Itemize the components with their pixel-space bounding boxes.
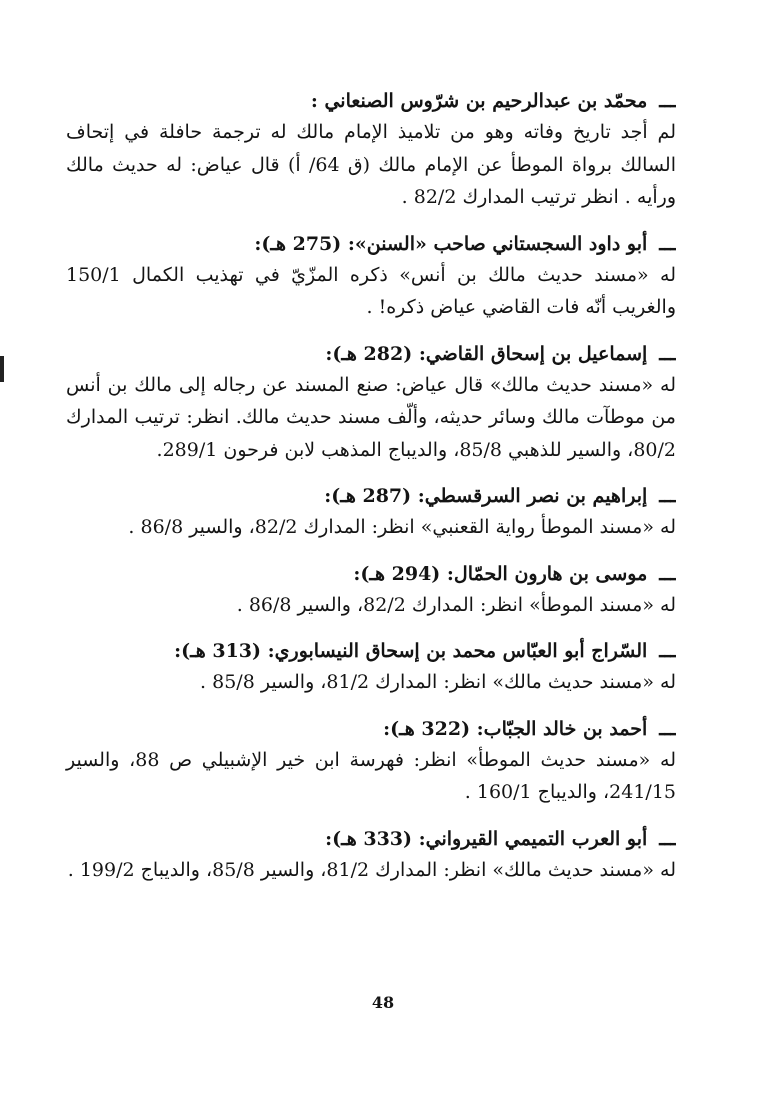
entry-body: له «مسند الموطأ» انظر: المدارك 82/2، والسير 86/8 . [236,593,676,616]
entry-heading-text: أحمد بن خالد الجبّاب: (322 هـ): [383,717,648,740]
dash-marker: ـــ [659,90,676,112]
entry-6 [66,636,676,699]
entry-body: له «مسند حديث مالك» انظر: المدارك 81/2، والسير 85/8، والديباج 199/2 . [67,858,676,881]
entry-heading-text: محمّد بن عبدالرحيم بن شرّوس الصنعاني : [310,90,648,112]
dash-marker: ـــ [659,562,676,585]
dash-marker: ـــ [659,640,676,662]
entry-body: له «مسند حديث مالك» انظر: المدارك 81/2، والسير 85/8 . [200,671,676,693]
entry-heading-text: موسى بن هارون الحمّال: (294 هـ): [353,562,648,585]
entry-7 [66,714,676,809]
entry-heading [66,714,676,744]
dash-marker: ـــ [659,827,676,850]
entry-heading [66,86,676,116]
entry-heading [66,229,676,259]
entry-heading-text: إبراهيم بن نصر السرقسطي: (287 هـ): [324,485,648,507]
entry-heading [66,481,676,511]
entry-heading [66,559,676,589]
entry-body: له «مسند حديث مالك» قال عياض: صنع المسند عن رجاله إلى مالك بن أنس من موطآت مالك وسائر حديثه، وألّف مسند حديث مالك. انظر: ترتيب المدارك 80/2، والسير للذهبي 85/8، والديباج المذهب لابن فرحون 289/1. [66,373,676,461]
entry-heading [66,636,676,666]
dash-marker: ـــ [659,485,676,507]
entry-2 [66,229,676,324]
scan-edge-mark [0,356,4,382]
entry-1 [66,86,676,214]
entry-heading [66,824,676,854]
entry-body: لم أجد تاريخ وفاته وهو من تلاميذ الإمام مالك له ترجمة حافلة في إتحاف السالك برواة الموطأ عن الإمام مالك (ق 64/ أ) قال عياض: له حديث مالك ورأيه . انظر ترتيب المدارك 82/2 . [66,121,676,208]
entry-4 [66,481,676,544]
entry-heading-text: أبو العرب التميمي القيرواني: (333 هـ): [325,827,648,850]
entry-5 [66,559,676,622]
entry-heading [66,339,676,369]
entry-heading-text: أبو داود السجستاني صاحب «السنن»: (275 هـ): [254,232,648,255]
entry-heading-text: إسماعيل بن إسحاق القاضي: (282 هـ): [325,342,648,365]
dash-marker: ـــ [659,232,676,255]
entry-heading-text: السّراج أبو العبّاس محمد بن إسحاق النيسابوري: (313 هـ): [174,640,648,662]
dash-marker: ـــ [659,342,676,365]
entry-body: له «مسند الموطأ رواية القعنبي» انظر: المدارك 82/2، والسير 86/8 . [128,516,676,538]
entry-body: له «مسند حديث الموطأ» انظر: فهرسة ابن خير الإشبيلي ص 88، والسير 241/15، والديباج 160/1 . [66,748,676,803]
dash-marker: ـــ [659,717,676,740]
entry-3 [66,339,676,467]
page-number: 48 [371,993,395,1012]
entry-body: له «مسند حديث مالك بن أنس» ذكره المزّيّ في تهذيب الكمال 150/1 والغريب أنّه فات القاضي عياض ذكره! . [66,263,676,318]
entry-8 [66,824,676,887]
page-content [66,86,676,886]
